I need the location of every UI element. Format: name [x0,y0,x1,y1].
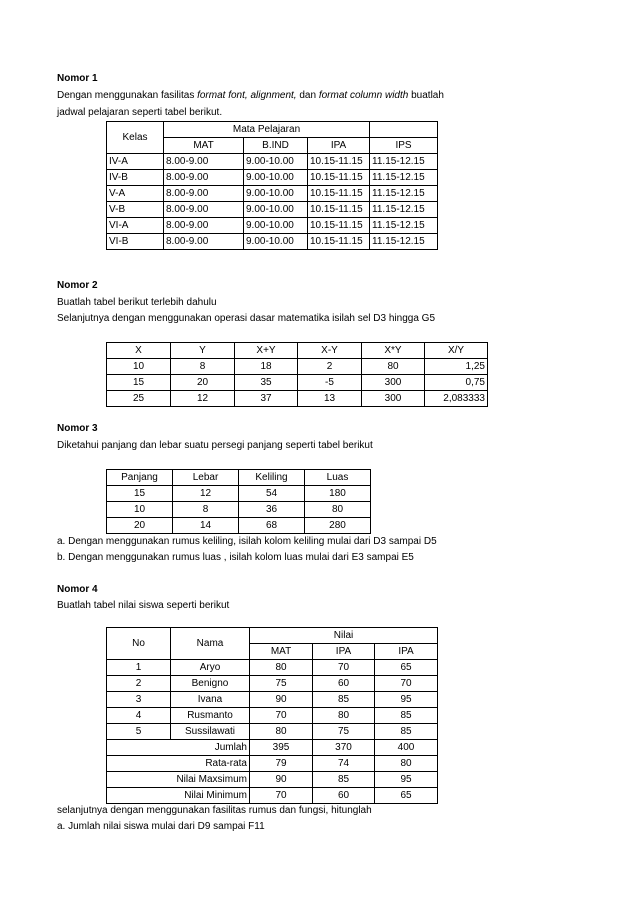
name-cell: Aryo [171,660,250,676]
kelas-cell: VI-B [107,234,164,250]
math-header-row [107,343,488,359]
time-cell: 9.00-10.00 [244,154,308,170]
summary-row [107,772,438,788]
summary-label: Rata-rata [107,756,250,772]
instruction-line-2: selanjutnya dengan menggunakan fasilitas rumus dan fungsi, hitunglah [57,805,372,816]
schedule-rows [107,154,438,250]
heading-nomor-4: Nomor 4 [57,584,98,595]
value-cell: 75 [250,676,313,692]
summary-row [107,740,438,756]
summary-value: 90 [250,772,313,788]
table-row [107,234,438,250]
value-cell: 5 [107,724,171,740]
value-cell: 15 [107,375,171,391]
time-cell: 10.15-11.15 [308,218,370,234]
time-cell: 9.00-10.00 [244,170,308,186]
value-cell: 60 [313,676,375,692]
summary-value: 70 [250,788,313,804]
rectangle-rows [107,486,371,534]
value-cell: 80 [313,708,375,724]
time-cell: 11.15-12.15 [370,202,438,218]
summary-value: 80 [375,756,438,772]
table-row [107,170,438,186]
value-cell: 70 [375,676,438,692]
value-cell: 300 [362,391,425,407]
value-cell: 280 [305,518,371,534]
table-row [107,359,488,375]
value-cell: 80 [305,502,371,518]
value-cell: 20 [107,518,173,534]
summary-value: 65 [375,788,438,804]
value-cell: 4 [107,708,171,724]
value-cell: 85 [375,708,438,724]
value-cell: -5 [298,375,362,391]
column-header: X [107,343,171,359]
kelas-header: Kelas [107,122,164,154]
value-cell: 75 [313,724,375,740]
value-cell: 85 [375,724,438,740]
table-row [107,676,438,692]
instruction-line-3: a. Jumlah nilai siswa mulai dari D9 sampai F11 [57,821,265,832]
value-cell: 1,25 [425,359,488,375]
instruction-text: dan [296,90,319,101]
time-cell: 8.00-9.00 [164,234,244,250]
value-cell: 2,083333 [425,391,488,407]
time-cell: 11.15-12.15 [370,154,438,170]
rectangle-table [106,469,371,534]
heading-nomor-3: Nomor 3 [57,423,98,434]
summary-label: Jumlah [107,740,250,756]
kelas-cell: IV-A [107,154,164,170]
column-header: Keliling [239,470,305,486]
grades-rows [107,660,438,740]
time-cell: 10.15-11.15 [308,234,370,250]
value-cell: 14 [173,518,239,534]
subject-header: IPS [370,138,438,154]
value-cell: 18 [235,359,298,375]
math-rows [107,359,488,407]
column-header: X*Y [362,343,425,359]
time-cell: 11.15-12.15 [370,218,438,234]
time-cell: 9.00-10.00 [244,202,308,218]
subject-header: B.IND [244,138,308,154]
value-cell: 10 [107,359,171,375]
column-header: X-Y [298,343,362,359]
value-cell: 80 [250,660,313,676]
value-cell: 95 [375,692,438,708]
column-header: Panjang [107,470,173,486]
value-cell: 35 [235,375,298,391]
column-header: Lebar [173,470,239,486]
note-b: b. Dengan menggunakan rumus luas , isilah kolom luas mulai dari E3 sampai E5 [57,552,414,563]
value-cell: 12 [171,391,235,407]
value-cell: 36 [239,502,305,518]
subject-header: IPA [375,644,438,660]
value-cell: 80 [362,359,425,375]
summary-value: 400 [375,740,438,756]
empty-cell [370,122,438,138]
instruction-line-1: Diketahui panjang dan lebar suatu persegi panjang seperti tabel berikut [57,440,373,451]
name-cell: Rusmanto [171,708,250,724]
kelas-cell: V-A [107,186,164,202]
instruction-line-1: Buatlah tabel berikut terlebih dahulu [57,297,217,308]
value-cell: 70 [250,708,313,724]
instruction-italic-2: format column width [318,90,409,101]
value-cell: 90 [250,692,313,708]
table-row [107,692,438,708]
value-cell: 180 [305,486,371,502]
time-cell: 9.00-10.00 [244,234,308,250]
table-row [107,518,371,534]
time-cell: 10.15-11.15 [308,186,370,202]
summary-value: 74 [313,756,375,772]
value-cell: 85 [313,692,375,708]
instruction-line-2: jadwal pelajaran seperti tabel berikut. [57,107,223,118]
value-cell: 70 [313,660,375,676]
value-cell: 37 [235,391,298,407]
value-cell: 2 [107,676,171,692]
summary-value: 85 [313,772,375,788]
value-cell: 54 [239,486,305,502]
time-cell: 8.00-9.00 [164,154,244,170]
value-cell: 25 [107,391,171,407]
table-row [107,202,438,218]
summary-value: 60 [313,788,375,804]
value-cell: 80 [250,724,313,740]
subject-header: MAT [250,644,313,660]
column-header: Y [171,343,235,359]
grades-summary-rows [107,740,438,804]
time-cell: 9.00-10.00 [244,186,308,202]
summary-label: Nilai Maxsimum [107,772,250,788]
mapel-header: Mata Pelajaran [164,122,370,138]
time-cell: 8.00-9.00 [164,202,244,218]
note-a: a. Dengan menggunakan rumus keliling, isilah kolom keliling mulai dari D3 sampai D5 [57,536,437,547]
table-row [107,724,438,740]
name-cell: Benigno [171,676,250,692]
name-cell: Sussilawati [171,724,250,740]
subject-header: IPA [308,138,370,154]
summary-label: Nilai Minimum [107,788,250,804]
heading-nomor-2: Nomor 2 [57,280,98,291]
time-cell: 11.15-12.15 [370,234,438,250]
value-cell: 2 [298,359,362,375]
subject-header: IPA [313,644,375,660]
nilai-header: Nilai [250,628,438,644]
time-cell: 8.00-9.00 [164,186,244,202]
summary-row [107,788,438,804]
summary-value: 95 [375,772,438,788]
time-cell: 9.00-10.00 [244,218,308,234]
table-row [107,218,438,234]
grades-table [106,627,438,804]
schedule-table [106,121,438,250]
value-cell: 13 [298,391,362,407]
time-cell: 10.15-11.15 [308,170,370,186]
name-cell: Ivana [171,692,250,708]
nama-header: Nama [171,628,250,660]
value-cell: 68 [239,518,305,534]
time-cell: 10.15-11.15 [308,154,370,170]
value-cell: 10 [107,502,173,518]
value-cell: 3 [107,692,171,708]
value-cell: 8 [173,502,239,518]
table-row [107,391,488,407]
table-row [107,486,371,502]
table-row [107,502,371,518]
time-cell: 10.15-11.15 [308,202,370,218]
column-header: X/Y [425,343,488,359]
time-cell: 11.15-12.15 [370,186,438,202]
heading-nomor-1: Nomor 1 [57,73,98,84]
table-row [107,375,488,391]
column-header: Luas [305,470,371,486]
value-cell: 20 [171,375,235,391]
table-row [107,186,438,202]
summary-value: 395 [250,740,313,756]
value-cell: 8 [171,359,235,375]
summary-value: 370 [313,740,375,756]
instruction-line-2: Selanjutnya dengan menggunakan operasi dasar matematika isilah sel D3 hingga G5 [57,313,436,324]
kelas-cell: VI-A [107,218,164,234]
value-cell: 15 [107,486,173,502]
value-cell: 12 [173,486,239,502]
value-cell: 300 [362,375,425,391]
kelas-cell: V-B [107,202,164,218]
instruction-italic-1: format font, alignment, [197,90,297,101]
summary-value: 79 [250,756,313,772]
table-row [107,154,438,170]
column-header: X+Y [235,343,298,359]
value-cell: 0,75 [425,375,488,391]
instruction-line-1: Buatlah tabel nilai siswa seperti berikut [57,600,230,611]
kelas-cell: IV-B [107,170,164,186]
time-cell: 8.00-9.00 [164,218,244,234]
time-cell: 8.00-9.00 [164,170,244,186]
table-row [107,708,438,724]
time-cell: 11.15-12.15 [370,170,438,186]
subject-header: MAT [164,138,244,154]
instruction-text: Dengan menggunakan fasilitas [57,90,198,101]
table-row [107,660,438,676]
summary-row [107,756,438,772]
math-table [106,342,488,407]
instruction-text: buatlah [408,90,444,101]
rectangle-header-row [107,470,371,486]
value-cell: 65 [375,660,438,676]
value-cell: 1 [107,660,171,676]
no-header: No [107,628,171,660]
instruction-line-1 [57,90,444,101]
